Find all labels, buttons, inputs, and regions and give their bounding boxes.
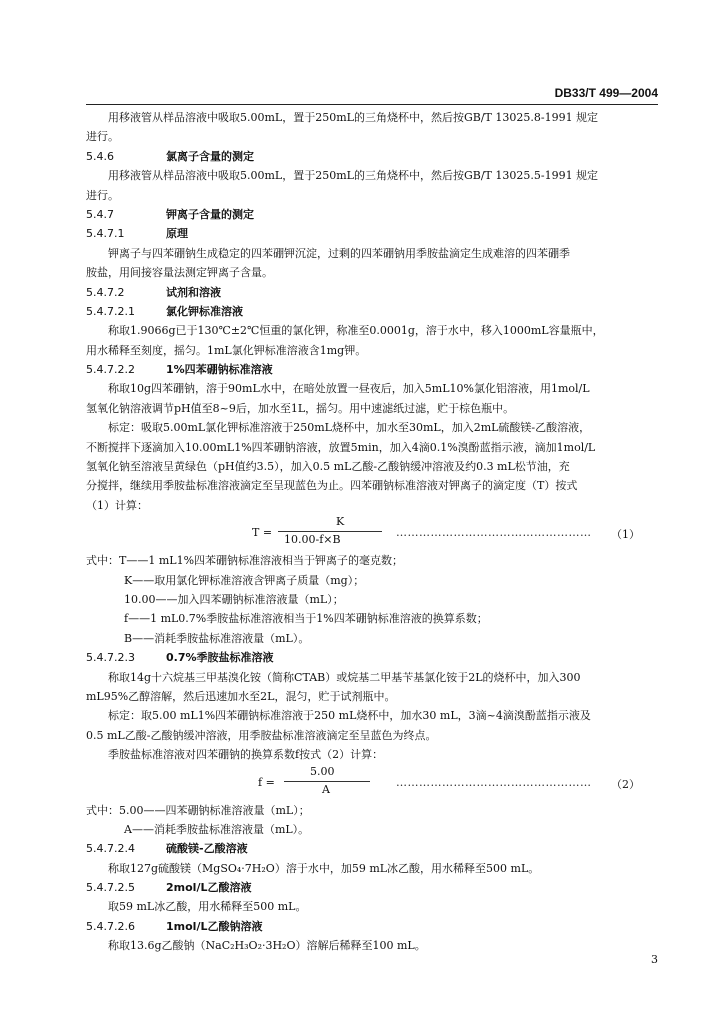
document-code: DB33/T 499—2004: [554, 86, 658, 100]
text-line: （1）计算：: [86, 498, 148, 512]
formula-1: [86, 515, 658, 551]
text-line: 钾离子与四苯硼钠生成稳定的四苯硼钾沉淀，过剩的四苯硼钠用季胺盐滴定生成难溶的四苯硼季: [108, 246, 570, 260]
para-h: [86, 801, 658, 840]
fraction-bar: [278, 531, 382, 532]
text-line: 分搅拌，继续用季胺盐标准溶液滴定至呈现蓝色为止。四苯硼钠标准溶液对钾离子的滴定度（T）按式: [86, 479, 578, 493]
text-line: f——1 mL0.7%季胺盐标准溶液相当于1%四苯硼钠标准溶液的换算系数；: [124, 612, 488, 626]
section-heading-5-4-7-2: [86, 283, 658, 302]
section-number: 5.4.7.2.2: [86, 363, 135, 377]
formula-denominator: 10.00-f×B: [284, 533, 341, 547]
para-b: [86, 166, 658, 205]
section-title: 1mol/L乙酸钠溶液: [166, 919, 263, 933]
para-j: [86, 897, 658, 916]
text-line: 胺盐，用间接容量法测定钾离子含量。: [86, 266, 273, 280]
text-line: A——消耗季胺盐标准溶液量（mL）。: [124, 822, 310, 836]
text-line: 称取1.9066g已于130℃±2℃恒重的氯化钾，称准至0.0001g，溶于水中，移入1000mL容量瓶中，: [108, 324, 604, 338]
section-title: 试剂和溶液: [166, 285, 221, 299]
text-line: K——取用氯化钾标准溶液含钾离子质量（mg）；: [124, 573, 365, 587]
formula-numerator: K: [336, 515, 345, 529]
equation-number: （1）: [611, 528, 640, 542]
section-heading-5-4-7-2-3: [86, 648, 658, 667]
para-c: [86, 244, 658, 283]
para-k: [86, 936, 658, 955]
para-e: [86, 379, 658, 515]
leader-dots: ……………………………………………: [396, 526, 592, 540]
section-number: 5.4.7: [86, 207, 114, 221]
text-line: 标定：吸取5.00mL氯化钾标准溶液于250mL烧杯中，加水至30mL，加入2mL硫酸镁-乙酸溶液，: [108, 421, 591, 435]
text-line: 季胺盐标准溶液对四苯硼钠的换算系数f按式（2）计算：: [108, 748, 384, 762]
section-number: 5.4.7.2.4: [86, 842, 135, 856]
formula-2: [86, 765, 658, 801]
text-line: 用移液管从样品溶液中吸取5.00mL，置于250mL的三角烧杯中，然后按GB/T 13025.8-1991 规定: [108, 111, 599, 124]
text-line: 式中：T——1 mL1%四苯硼钠标准溶液相当于钾离子的毫克数；: [86, 554, 404, 568]
header-rule: [86, 104, 658, 105]
text-line: 取59 mL冰乙酸，用水稀释至500 mL。: [108, 900, 307, 914]
text-line: 称取127g硫酸镁（MgSO₄·7H₂O）溶于水中，加59 mL冰乙酸，用水稀释至500 mL。: [108, 861, 540, 875]
section-title: 0.7%季胺盐标准溶液: [166, 651, 274, 665]
text-line: 用水稀释至刻度，摇匀。1mL氯化钾标准溶液含1mg钾。: [86, 343, 367, 357]
formula-lhs: T =: [252, 526, 273, 540]
text-line: 式中：5.00——四苯硼钠标准溶液量（mL）；: [86, 803, 310, 817]
fraction-bar: [284, 781, 370, 782]
section-number: 5.4.7.1: [86, 227, 125, 241]
section-heading-5-4-7-1: [86, 224, 658, 243]
document-body: [86, 108, 658, 956]
text-line: 氢氧化钠至溶液呈黄绿色（pH值约3.5），加入0.5 mL乙酸-乙酸钠缓冲溶液及约0.3 mL松节油，充: [86, 460, 570, 474]
text-line: 氢氧化钠溶液调节pH值至8~9后，加水至1L，摇匀。用中速滤纸过滤，贮于棕色瓶中。: [86, 401, 515, 415]
section-title: 2mol/L乙酸溶液: [166, 881, 252, 895]
section-heading-5-4-7-2-2: [86, 360, 658, 379]
section-heading-5-4-6: [86, 147, 658, 166]
section-number: 5.4.6: [86, 149, 114, 163]
para-g: [86, 668, 658, 765]
equation-number: （2）: [611, 777, 640, 791]
section-title: 硫酸镁-乙酸溶液: [166, 842, 248, 856]
text-line: 用移液管从样品溶液中吸取5.00mL，置于250mL的三角烧杯中，然后按GB/T 13025.5-1991 规定: [108, 169, 599, 183]
section-heading-5-4-7-2-1: [86, 302, 658, 321]
text-line: 进行。: [86, 188, 119, 202]
text-line: 不断搅拌下逐滴加入10.00mL1%四苯硼钠溶液，放置5min，加入4滴0.1%溴酚蓝指示液，滴加1mol/L: [86, 440, 596, 454]
formula-lhs: f =: [258, 775, 275, 789]
section-number: 5.4.7.2.3: [86, 651, 135, 665]
section-heading-5-4-7-2-5: [86, 878, 658, 897]
section-title: 氯化钾标准溶液: [166, 304, 243, 318]
text-line: 称取10g四苯硼钠，溶于90mL水中，在暗处放置一昼夜后，加入5mL10%氯化铝溶液，用1mol/L: [108, 382, 590, 396]
para-i: [86, 859, 658, 878]
formula-denominator: A: [322, 782, 330, 796]
page-number: 3: [651, 953, 658, 966]
section-title: 1%四苯硼钠标准溶液: [166, 363, 273, 377]
text-line: 标定：取5.00 mL1%四苯硼钠标准溶液于250 mL烧杯中，加水30 mL，3滴~4滴溴酚蓝指示液及: [108, 709, 591, 723]
para-a: [86, 108, 658, 147]
text-line: B——消耗季胺盐标准溶液量（mL）。: [124, 631, 310, 645]
section-title: 钾离子含量的测定: [166, 207, 254, 221]
section-number: 5.4.7.2.5: [86, 881, 135, 895]
para-d: [86, 321, 658, 360]
section-title: 氯离子含量的测定: [166, 149, 254, 163]
section-number: 5.4.7.2.6: [86, 919, 135, 933]
text-line: 0.5 mL乙酸-乙酸钠缓冲溶液，用季胺盐标准溶液滴定至呈蓝色为终点。: [86, 728, 437, 742]
section-number: 5.4.7.2.1: [86, 304, 135, 318]
leader-dots: ……………………………………………: [396, 775, 592, 789]
text-line: 称取13.6g乙酸钠（NaC₂H₃O₂·3H₂O）溶解后稀释至100 mL。: [108, 939, 426, 953]
section-title: 原理: [166, 227, 188, 241]
text-line: 10.00——加入四苯硼钠标准溶液量（mL）；: [124, 592, 344, 606]
text-line: 进行。: [86, 130, 119, 144]
section-heading-5-4-7-2-6: [86, 917, 658, 936]
section-number: 5.4.7.2: [86, 285, 125, 299]
section-heading-5-4-7: [86, 205, 658, 224]
formula-numerator: 5.00: [310, 764, 335, 778]
section-heading-5-4-7-2-4: [86, 839, 658, 858]
text-line: mL95%乙醇溶解，然后迅速加水至2L，混匀，贮于试剂瓶中。: [86, 689, 396, 703]
text-line: 称取14g十六烷基三甲基溴化铵（简称CTAB）或烷基二甲基苄基氯化铵于2L的烧杯中，加入300: [108, 670, 581, 684]
para-f: [86, 551, 658, 648]
